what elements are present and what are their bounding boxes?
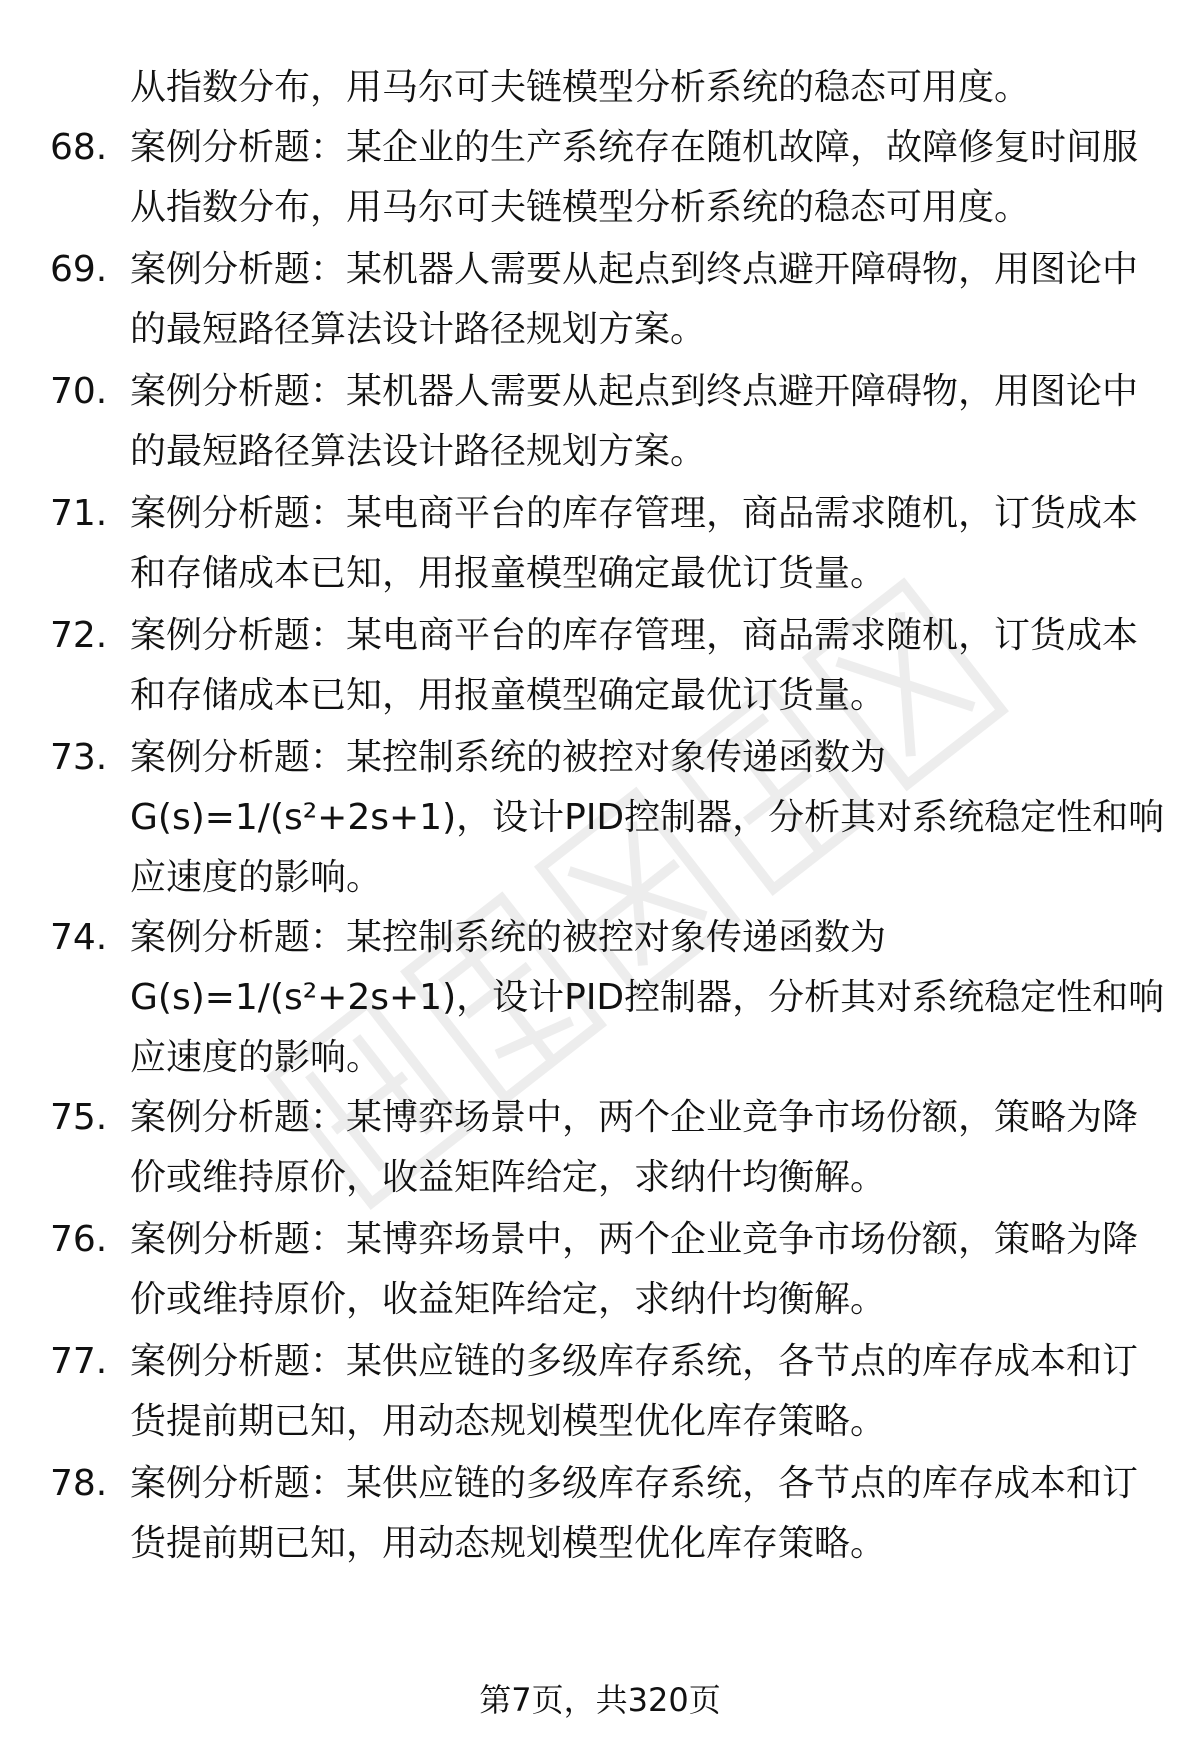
- question-number: 72.: [50, 615, 108, 656]
- page-number-footer: 第7页，共320页: [479, 1681, 721, 1719]
- question-line: 案例分析题：某电商平台的库存管理，商品需求随机，订货成本: [130, 615, 1139, 656]
- question-line: 案例分析题：某控制系统的被控对象传递函数为: [130, 917, 887, 958]
- question-line: 和存储成本已知，用报童模型确定最优订货量。: [130, 675, 887, 716]
- question-line: 货提前期已知，用动态规划模型优化库存策略。: [130, 1523, 887, 1564]
- question-number: 73.: [50, 737, 108, 778]
- question-line: 案例分析题：某供应链的多级库存系统，各节点的库存成本和订: [130, 1341, 1139, 1382]
- question-line: 案例分析题：某供应链的多级库存系统，各节点的库存成本和订: [130, 1463, 1139, 1504]
- question-line: 案例分析题：某博弈场景中，两个企业竞争市场份额，策略为降: [130, 1219, 1139, 1260]
- question-number: 77.: [50, 1341, 108, 1382]
- question-line: 应速度的影响。: [130, 1037, 383, 1078]
- question-line: G(s)=1/(s²+2s+1)，设计PID控制器，分析其对系统稳定性和响: [130, 977, 1165, 1018]
- question-number: 71.: [50, 493, 108, 534]
- question-text: [130, 362, 1140, 482]
- question-number: 68.: [50, 127, 108, 168]
- continued-text: 从指数分布，用马尔可夫链模型分析系统的稳态可用度。: [130, 67, 1031, 108]
- question-number: 75.: [50, 1097, 108, 1138]
- question-line: 案例分析题：某机器人需要从起点到终点避开障碍物，用图论中: [130, 249, 1139, 290]
- question-line: 货提前期已知，用动态规划模型优化库存策略。: [130, 1401, 887, 1442]
- question-line: 和存储成本已知，用报童模型确定最优订货量。: [130, 553, 887, 594]
- question-text: [130, 1332, 1140, 1452]
- question-text: [130, 484, 1140, 604]
- question-number: 78.: [50, 1463, 108, 1504]
- question-line: 应速度的影响。: [130, 857, 383, 898]
- question-line: 从指数分布，用马尔可夫链模型分析系统的稳态可用度。: [130, 187, 1031, 228]
- question-text: [130, 118, 1140, 238]
- question-line: 案例分析题：某企业的生产系统存在随机故障，故障修复时间服: [130, 127, 1139, 168]
- question-line: 案例分析题：某机器人需要从起点到终点避开障碍物，用图论中: [130, 371, 1139, 412]
- question-number: 70.: [50, 371, 108, 412]
- question-line: 的最短路径算法设计路径规划方案。: [130, 309, 707, 350]
- question-text: [130, 728, 1165, 908]
- question-text: [130, 908, 1165, 1088]
- question-number: 69.: [50, 249, 108, 290]
- question-text: [130, 1088, 1140, 1208]
- question-number: 76.: [50, 1219, 108, 1260]
- question-line: 价或维持原价，收益矩阵给定，求纳什均衡解。: [130, 1157, 887, 1198]
- question-line: 案例分析题：某控制系统的被控对象传递函数为: [130, 737, 887, 778]
- question-text: [130, 240, 1140, 360]
- question-text: [130, 606, 1140, 726]
- question-line: G(s)=1/(s²+2s+1)，设计PID控制器，分析其对系统稳定性和响: [130, 797, 1165, 838]
- question-text: [130, 1454, 1140, 1574]
- question-text: [130, 1210, 1140, 1330]
- question-line: 案例分析题：某电商平台的库存管理，商品需求随机，订货成本: [130, 493, 1139, 534]
- question-number: 74.: [50, 917, 108, 958]
- question-line: 案例分析题：某博弈场景中，两个企业竞争市场份额，策略为降: [130, 1097, 1139, 1138]
- question-line: 价或维持原价，收益矩阵给定，求纳什均衡解。: [130, 1279, 887, 1320]
- question-line: 的最短路径算法设计路径规划方案。: [130, 431, 707, 472]
